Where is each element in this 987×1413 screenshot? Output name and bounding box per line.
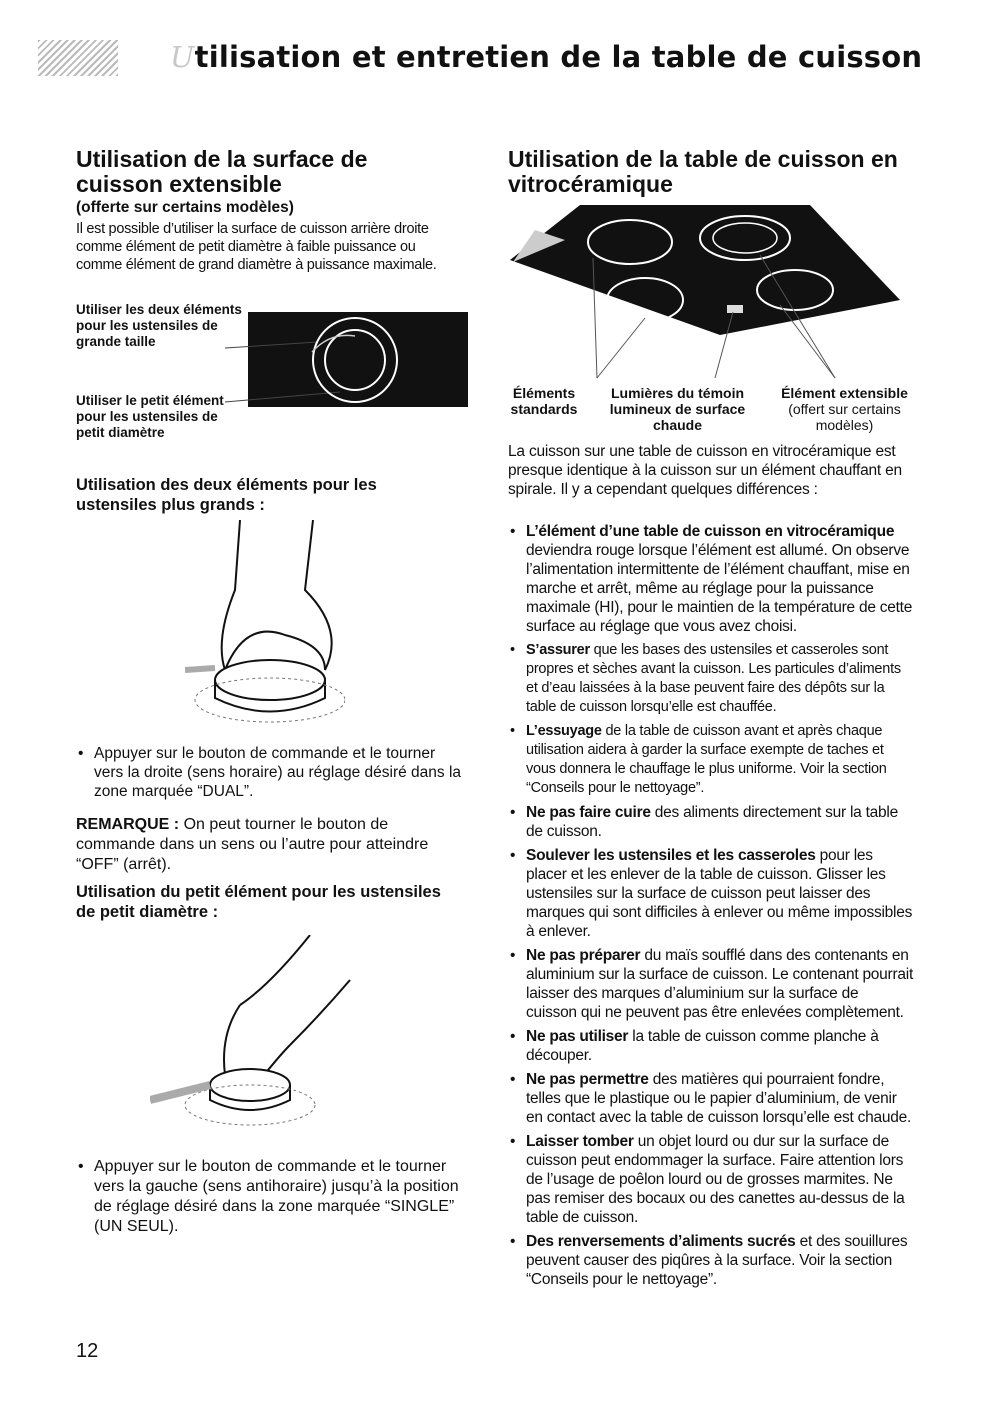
- left-subheading: (offerte sur certains modèles): [76, 199, 294, 216]
- bullet-text: des matières qui pourraient fondre, telles que le plastique ou le papier d’aluminium, de venir en contact avec la table de cuisson lorsqu’elle est chaude.: [526, 1071, 912, 1126]
- heading-dual-use: Utilisation des deux éléments pour les ustensiles plus grands :: [76, 476, 377, 514]
- remark-label: REMARQUE :: [76, 816, 180, 833]
- header-logo: [38, 40, 118, 76]
- title-initial: U: [170, 40, 195, 74]
- bullet-text: que les bases des ustensiles et casseroles sont propres et sèches avant la cuisson. Les particules d’aliments et d’eau laissées à la base peuvent faire des dépôts sur la table de cuisson lorsqu’elle est chauffée.: [526, 642, 901, 715]
- cooktop-illustration: [505, 200, 915, 380]
- bullet-text: des aliments directement sur la table de cuisson.: [526, 804, 898, 840]
- bullet-bold-lead: L’essuyage: [526, 723, 602, 739]
- right-bullet-item: [508, 1232, 913, 1289]
- bullet-dual: • Appuyer sur le bouton de commande et le tourner vers la droite (sens horaire) au réglage désiré dans la zone marquée “DUAL”.: [76, 744, 466, 801]
- bullet-bold-lead: Ne pas permettre: [526, 1071, 649, 1088]
- bullet-single: • Appuyer sur le bouton de commande et le tourner vers la gauche (sens antihoraire) jusqu’à la position de réglage désiré dans la zone marquée “SINGLE” (UN SEUL).: [76, 1157, 466, 1237]
- caption-standard-elements: Éléments standards: [510, 385, 578, 417]
- title-rest: tilisation et entretien de la table de cuisson: [194, 40, 923, 74]
- right-bullet-item: [508, 803, 913, 841]
- bullet-bold-lead: Ne pas faire cuire: [526, 804, 651, 821]
- knob-turn-right-illustration: [185, 520, 345, 725]
- bullet-bold-lead: S’assurer: [526, 642, 590, 658]
- caption-hot-surface-lights: Lumières du témoin lumineux de surface chaude: [609, 385, 746, 433]
- bullet-text: du maïs soufflé dans des contenants en aluminium sur la surface de cuisson. Le contenant pourrait laisser des marques d’aluminium sur la surface de cuisson qui ne peuvent pas être enlevées complètement.: [526, 947, 913, 1021]
- bullet-list-single: [76, 1157, 466, 1242]
- right-bullet-item: [508, 846, 913, 941]
- bullet-list-dual: [76, 744, 466, 806]
- right-bullet-item: [508, 1070, 913, 1127]
- page-title: [170, 40, 922, 74]
- bullet-text: pour les placer et les enlever de la table de cuisson. Glisser les ustensiles sur la surface de cuisson peut laisser des marques qui sont difficiles à enlever ou même impossibles à enlever.: [526, 847, 913, 940]
- bullet-text: la table de cuisson comme planche à découper.: [526, 1028, 879, 1064]
- bullet-text: deviendra rouge lorsque l’élément est allumé. On observe l’alimentation intermittente de l’élément chauffant, mise en marche et arrêt, même au réglage pour la puissance maximale (HI), pour le maintien de la température de cette surface au réglage que vous avez choisi.: [526, 542, 913, 635]
- caption-expandable-element: Élément extensible (offert sur certains modèles): [781, 385, 908, 433]
- bullet-bold-lead: Ne pas utiliser: [526, 1028, 629, 1045]
- bullet-bold-lead: Soulever les ustensiles et les casseroles: [526, 847, 816, 864]
- bullet-bold-lead: L’élément d’une table de cuisson en vitrocéramique: [526, 523, 895, 540]
- bullet-bold-lead: Laisser tomber: [526, 1133, 634, 1150]
- right-bullet-item: [508, 1132, 913, 1227]
- bullet-bold-lead: Ne pas préparer: [526, 947, 641, 964]
- knob-turn-left-illustration: [150, 935, 360, 1135]
- page-number: 12: [76, 1340, 99, 1362]
- bullet-text: et des souillures peuvent causer des piqûres à la surface. Voir la section “Conseils pour le nettoyage”.: [526, 1233, 908, 1288]
- label-large-cookware: Utiliser les deux éléments pour les ustensiles de grande taille: [76, 302, 242, 349]
- label-small-cookware: Utiliser le petit élément pour les ustensiles de petit diamètre: [76, 393, 224, 440]
- bullet-bold-lead: Des renversements d’aliments sucrés: [526, 1233, 796, 1250]
- bullet-text: de la table de cuisson avant et après chaque utilisation aidera à garder la surface exempte de taches et vous donnera le chauffage le plus uniforme. Voir la section “Conseils pour le nettoyage”.: [526, 723, 887, 796]
- right-bullet-item: [508, 1027, 913, 1065]
- dual-element-illustration: [180, 312, 470, 422]
- right-intro: La cuisson sur une table de cuisson en vitrocéramique est presque identique à la cuisson sur un élément chauffant en spirale. Il y a cependant quelques différences :: [508, 443, 902, 498]
- remark-text: On peut tourner le bouton de commande dans un sens ou l’autre pour atteindre “OFF” (arrêt).: [76, 816, 429, 873]
- heading-single-use: Utilisation du petit élément pour les ustensiles de petit diamètre :: [76, 883, 441, 921]
- right-bullet-item: [508, 722, 913, 798]
- bullet-text: un objet lourd ou dur sur la surface de cuisson peut endommager la surface. Faire attention lors de l’usage de poêlon lourd ou de grosses marmites. Ne pas remiser des bocaux ou des canettes au-dessus de la table de cuisson.: [526, 1133, 905, 1226]
- right-bullet-item: [508, 641, 913, 717]
- left-heading: Utilisation de la surface de cuisson extensible: [76, 146, 368, 197]
- right-bullet-item: [508, 946, 913, 1022]
- left-intro: Il est possible d’utiliser la surface de cuisson arrière droite comme élément de petit diamètre à faible puissance ou comme élément de grand diamètre à puissance maximale.: [76, 221, 437, 273]
- remark: [76, 815, 446, 875]
- right-heading: Utilisation de la table de cuisson en vitrocéramique: [508, 146, 898, 197]
- right-bullet-list: [508, 522, 913, 1294]
- right-bullet-item: [508, 522, 913, 636]
